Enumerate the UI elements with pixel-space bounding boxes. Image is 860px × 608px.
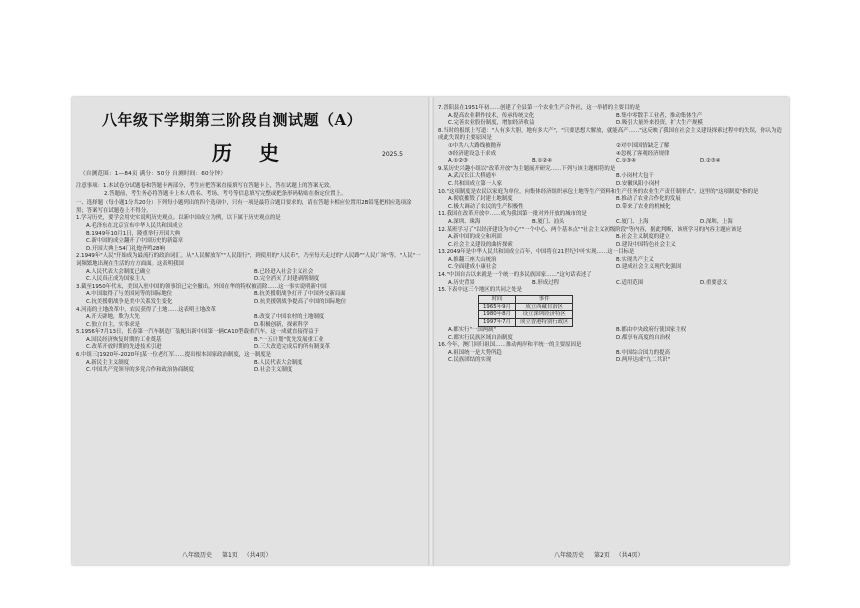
answer-option: D.开国大典上54门礼炮齐鸣28响 <box>86 245 165 252</box>
exam-page-2 <box>434 97 786 565</box>
answer-option: C.适用范围 <box>616 279 644 286</box>
question-text: 13.2049年是中华人民共和国成立百年，中国将在21世纪中叶实现……这一目标是 <box>438 249 635 256</box>
answer-option: C.社会主义建设的曲折探索 <box>448 241 513 248</box>
note-1: 注意事项：1.本试卷分试题卷和答题卡两部分，考生应把答案直接填写在答题卡上，答在试题上的答案无效。 <box>76 183 335 189</box>
table-cell: 1965年9月 <box>479 303 516 311</box>
answer-option: B.社会主义制度的建立 <box>616 234 670 241</box>
question-item <box>438 128 784 158</box>
answer-option: C.独立自主，实事求是 <box>86 321 140 328</box>
answer-option: A.提高农业耕作技术，传承传统文化 <box>448 112 535 119</box>
question-item <box>438 105 784 128</box>
answer-options <box>438 327 784 342</box>
answer-option: A.人民代表大会制度已确立 <box>86 268 151 275</box>
question-text: 12.某班学习了"以经济建设为中心""一个中心、两个基本点""社会主义初级阶段"等内容，据此判断，该班学习的内容主题应该是 <box>438 226 742 233</box>
answer-option: B.形成过程 <box>532 279 559 286</box>
answer-options <box>76 314 422 329</box>
question-text: 6.中组三[1920年-2020年]某一位老红军……提出根本国家政治制度，这一制度是 <box>76 352 272 359</box>
exam-notes <box>76 183 422 375</box>
answer-option: C.共和国成立第一人家 <box>448 180 502 187</box>
answer-options <box>438 350 784 365</box>
answer-option: A.推翻三座大山统治 <box>448 256 497 263</box>
answer-option: B.1949年10月1日，隆重举行开国大典 <box>86 230 181 237</box>
answer-option: D.带来了农业的机械化 <box>616 203 671 210</box>
answer-option: D.两岸达成"九二共识" <box>616 357 670 364</box>
answer-option: C.都实行民族区域自治制度 <box>448 334 513 341</box>
answer-options <box>438 158 784 166</box>
question-item <box>438 342 784 365</box>
question-text: 14."中国自古以来就是一个统一的多民族国家……"这句话表述了 <box>438 272 592 279</box>
answer-option: D.建设中国特色社会主义 <box>616 241 676 248</box>
answer-option: B.厦门、汕头 <box>532 218 565 225</box>
question-text: 2.1949年"人民"开始成为最流行的政治词汇。从"人民解放军""人民银行"，到使用的"人民币"，乃至每天走过的"人民路""人民广场"等。"人民"一词频繁地出现在生活的方方面面。这表明我国 <box>76 253 421 267</box>
table-header-event: 事件 <box>515 295 573 303</box>
answer-option: D.安徽凤阳小岗村 <box>616 180 660 187</box>
table-cell: 设立深圳经济特区 <box>515 311 573 319</box>
question-item <box>76 253 422 283</box>
answer-option: A.都实行"一国两制" <box>448 327 496 334</box>
answer-option: A.国民经济恢复时期的工业奠基 <box>86 336 162 343</box>
question-item <box>76 284 422 307</box>
answer-option: B.抗美援朝战争打开了中国外交新局面 <box>254 291 346 298</box>
answer-option: D.积极创新，探索科学 <box>254 321 309 328</box>
answer-option: D.社会主义制度 <box>254 367 293 374</box>
answer-option: D.建成社会主义现代化强国 <box>616 264 682 271</box>
footer-page: 第1页 <box>221 552 238 559</box>
answer-option: A.①②③ <box>448 158 468 165</box>
answer-option: C.人民真正成为国家主人 <box>86 276 146 283</box>
answer-option: D.都享有高度的自治权 <box>616 334 671 341</box>
footer-subject: 八年级历史 <box>554 552 585 559</box>
answer-option: A.新中国的成立和巩固 <box>448 234 502 241</box>
answer-options <box>438 257 784 272</box>
answer-option: C.极大调动了农民的生产积极性 <box>448 203 524 210</box>
table-cell: 成立西藏自治区 <box>515 303 573 311</box>
question-text: 7.晋阳县在1951年初……创建了全县第一个农业生产合作社，这一举措的主要目的是 <box>438 105 641 111</box>
answer-option: B.中国综合国力的提高 <box>616 349 670 356</box>
answer-option: B."一五计划"优先发展重工业 <box>254 336 324 343</box>
question-text: 9.某历史兴趣小组以"改革开放"为主题展开研究……下列与该主题相符的是 <box>438 165 616 172</box>
exam-title: 八年级下学期第三阶段自测试题（A） <box>102 111 363 129</box>
question-text: 5.1956年7月13日，长春第一汽车制造厂装配出新中国第一辆CA10型载重汽车。这一成就直接得益于 <box>76 329 319 336</box>
answer-option: A.开天辟地，欺为大先 <box>86 314 140 321</box>
answer-option: A.武汉长江大桥通车 <box>448 173 497 180</box>
answer-option: ③经济建设急于求成 <box>448 150 496 157</box>
answer-option: B.人民代表大会制度 <box>254 359 303 366</box>
answer-option: B.①②④ <box>532 158 552 165</box>
answer-options <box>76 223 422 253</box>
section-1-instructions: 一、选择题（每小题1分共20分）下列每小题列出的四个选项中，只有一项是最符合题目要求的，请在答题卡相应位置用2B铅笔把相应选项涂黑；答案写在试题卷上不得分。 <box>76 200 412 214</box>
answer-option: ②对中国国情缺乏了解 <box>616 142 670 149</box>
answer-option: B.改变了中国农村的土地制度 <box>254 314 325 321</box>
answer-options <box>76 291 422 306</box>
question-text: 15.下表中这三个地区的共同之处是 <box>438 287 523 294</box>
note-2: 2.答题前，考生务必将答题卡上本人姓名、考场、考号等信息填写完整或把条形码粘贴在指定位置上。 <box>104 190 347 197</box>
answer-option: D.②③④ <box>700 158 721 165</box>
footer-total: （共4页） <box>615 552 644 559</box>
answer-option: B.都由中央政府行使国家主权 <box>616 327 687 334</box>
event-table <box>478 295 573 327</box>
question-item <box>438 211 784 226</box>
answer-options <box>438 143 784 158</box>
answer-option: B.小岗村大包干 <box>616 173 654 180</box>
answer-option: C.完善农业股份制度，增加经济收益 <box>448 120 535 127</box>
answer-options <box>438 196 784 211</box>
table-row <box>479 311 573 319</box>
question-item <box>438 327 784 342</box>
page-footer <box>554 550 644 559</box>
question-item <box>438 158 784 166</box>
answer-option: C.抗美援朝战争是美中关系发生变化 <box>86 298 173 305</box>
answer-option: ④忽视了客观经济规律 <box>616 150 670 157</box>
answer-option: C.①③④ <box>616 158 636 165</box>
right-question-list <box>438 105 784 365</box>
table-header-time: 时间 <box>479 295 516 303</box>
answer-option: A.毛泽东在北京宣布中华人民共和国成立 <box>86 222 183 229</box>
question-item <box>76 329 422 352</box>
answer-option: A.彻底摧毁了封建土地制度 <box>448 196 513 203</box>
question-item <box>76 307 422 330</box>
answer-options <box>438 219 784 227</box>
answer-option: A.新民主主义制度 <box>86 359 130 366</box>
question-text: 8.当时的报纸上写道："人有多大胆，地有多大产"，"只要思想大解放，就能高产……"这反映了我国在社会主义建设探索过程中的失误，你认为造成此失误的主要原因是 <box>438 127 782 142</box>
answer-option: C.厦门、上海 <box>616 218 649 225</box>
question-text: 1.学习历史，要学会用史实说明历史观点。以新中国成立为例，以下属于历史观点的是 <box>76 215 281 222</box>
answer-option: B.集中零散手工业者，推动集体生产 <box>616 112 703 119</box>
answer-option: C.改革开放时期的先进技术引进 <box>86 344 162 351</box>
answer-option: C.全面建成小康社会 <box>448 264 497 271</box>
question-item <box>76 352 422 375</box>
question-item <box>438 166 784 189</box>
answer-option: C.新中国的成立翻开了中国历史的新篇章 <box>86 238 184 245</box>
right-questions <box>438 105 784 295</box>
table-cell: 1997年7月 <box>479 319 516 327</box>
answer-option: D.吸引大量外来投资，扩大生产规模 <box>616 120 703 127</box>
footer-total: （共4页） <box>243 552 272 559</box>
answer-option: D.三大改造完成后的所有制变革 <box>254 344 330 351</box>
answer-option: A.中国取得了与美国同等的国际地位 <box>86 291 173 298</box>
exam-date: 2025.5 <box>382 151 403 158</box>
answer-option: B.已经进入社会主义社会 <box>254 268 314 275</box>
subject-title: 历 史 <box>212 141 289 165</box>
question-text: 11.我国在改革开放中……成为我国第一批对外开放的城市的是 <box>438 211 587 218</box>
right-questions-after <box>438 327 784 365</box>
table-row <box>479 319 573 327</box>
table-cell: 1980年8月 <box>479 311 516 319</box>
footer-page: 第2页 <box>593 552 610 559</box>
left-question-list <box>76 215 422 374</box>
answer-option: A.祖国统一是大势所趋 <box>448 349 502 356</box>
table-cell: 成立香港特别行政区 <box>515 319 573 327</box>
answer-option: C.中国共产党领导的多党合作和政治协商制度 <box>86 367 194 374</box>
question-item <box>438 287 784 295</box>
answer-options <box>76 269 422 284</box>
answer-option: C.民族团结的实现 <box>448 357 492 364</box>
answer-option: D.深圳、上海 <box>700 218 733 225</box>
table-row <box>479 303 573 311</box>
answer-option: A.深圳、珠海 <box>448 218 481 225</box>
question-item <box>438 189 784 212</box>
answer-option: D.完全消灭了封建剥削制度 <box>254 276 320 283</box>
answer-option: B.推动了农业合作化的发展 <box>616 196 681 203</box>
answer-options <box>76 337 422 352</box>
answer-options <box>76 360 422 375</box>
answer-option: D.抗美援朝战争提高了中国的国际地位 <box>254 298 347 305</box>
answer-options <box>438 113 784 128</box>
answer-option: B.实现共产主义 <box>616 256 654 263</box>
answer-option: A.历史背景 <box>448 279 475 286</box>
question-text: 4.河南的土地改革中，农民获得了土地……这表明土地改革 <box>76 306 216 313</box>
exam-paper-scan <box>72 97 789 565</box>
question-text: 3.截至1950年代末，美国入驻中国的领事馆已完全撤出，外国在华的特权被清除……这一事实说明新中国 <box>76 283 327 290</box>
question-item <box>76 215 422 253</box>
answer-options <box>438 173 784 188</box>
page-footer <box>182 550 272 559</box>
question-text: 10."这项制度是农民以家庭为单位，向集体经济组织承包土地等生产资料和生产任务的农业生产责任制形式"。这里的"这项制度"指的是 <box>438 188 759 195</box>
question-item <box>438 227 784 250</box>
exam-page-1 <box>72 97 428 565</box>
answer-option: D.重要意义 <box>700 279 728 286</box>
answer-option: ①中共八大路线被抛弃 <box>448 142 502 149</box>
question-item <box>438 249 784 272</box>
question-item <box>438 272 784 287</box>
answer-options <box>438 234 784 249</box>
exam-scope: （自测范围：1—84页 满分：50分 自测时间：60分钟） <box>80 171 227 177</box>
footer-subject: 八年级历史 <box>182 552 213 559</box>
question-text: 16.今年，澳门回归祖国……推动两岸和平统一的主要原因是 <box>438 342 582 349</box>
